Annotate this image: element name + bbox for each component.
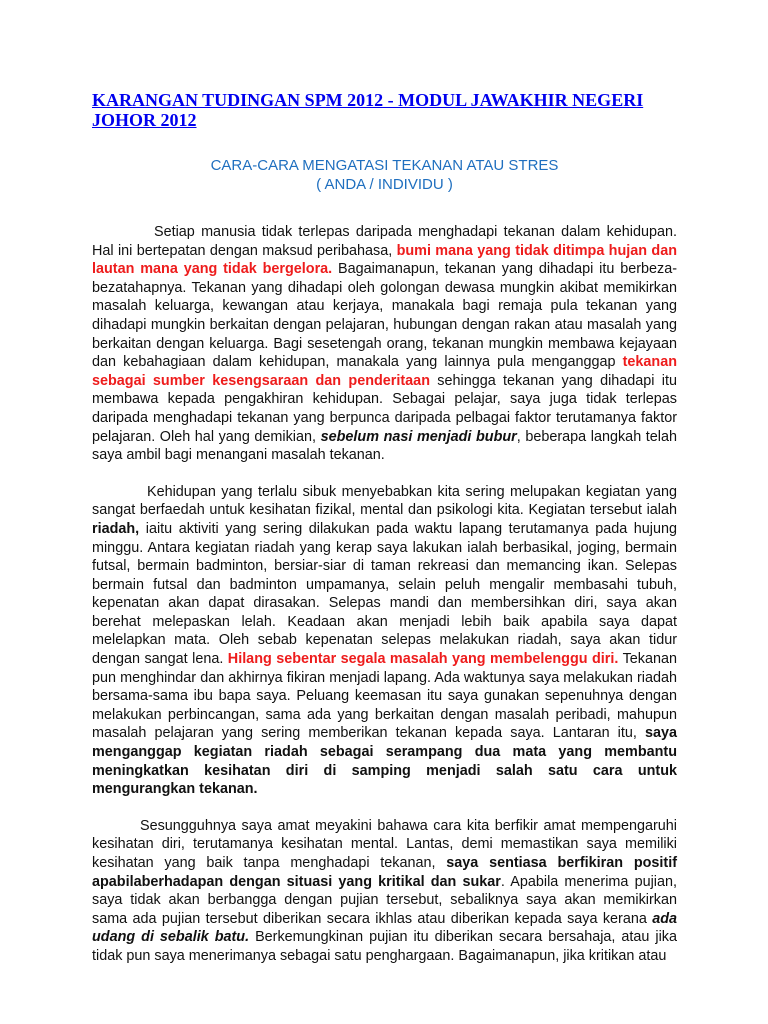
text-run: Kehidupan yang terlalu sibuk menyebabkan kita sering melupakan kegiatan yang sangat berfaedah untuk kesihatan fizikal, mental dan psikologi kita. Kegiatan tersebut ialah <box>92 483 677 519</box>
bold-conclusion: saya menganggap kegiatan riadah sebagai serampang dua mata yang membantu meningkatkan kesihatan diri di samping menjadi salah satu cara untuk mengurangkan tekanan. <box>92 725 677 798</box>
essay-subtitle <box>92 156 677 194</box>
subtitle-line-2: ( ANDA / INDIVIDU ) <box>316 176 453 193</box>
subtitle-line-1: CARA-CARA MENGATASI TEKANAN ATAU STRES <box>210 157 559 174</box>
text-run: . Apabila menerima pujian, saya tidak akan berbangga dengan pujian tersebut, sebaliknya saya akan memikirkan sama ada pujian tersebut diberikan secara ikhlas atau diberikan kepada saya kerana <box>92 873 677 927</box>
paragraph-1 <box>92 223 677 465</box>
highlight-phrase: tekanan sebagai sumber kesengsaraan dan penderitaan <box>92 354 677 389</box>
paragraph-3 <box>92 817 677 966</box>
text-run: Tekanan pun menghindar dan akhirnya fikiran menjadi lapang. Ada waktunya saya melakukan riadah bersama-sama ibu bapa saya. Peluang keemasan itu saya gunakan sepenuhnya dengan melakukan perbincangan, sama ada yang berkaitan dengan masalah peribadi, mahupun masalah pelajaran yang sering memberikan tekanan kepada saya. Lantaran itu, <box>92 651 677 742</box>
document-title[interactable]: KARANGAN TUDINGAN SPM 2012 - MODUL JAWAKHIR NEGERI JOHOR 2012 <box>92 90 644 130</box>
text-run: sehingga tekanan yang dihadapi itu membawa kepada pengakhiran kehidupan. Sebagai pelajar, saya juga tidak terlepas daripada menghadapi tekanan yang berpunca daripada pelbagai faktor terutamanya faktor pelajaran. Oleh hal yang demikian, <box>92 372 677 445</box>
document-page <box>92 90 677 966</box>
bold-main-point: saya sentiasa berfikiran positif apabilaberhadapan dengan situasi yang kritikal dan sukar <box>92 855 677 890</box>
emphasis-proverb: ada udang di sebalik batu. <box>92 910 677 946</box>
highlight-proverb: bumi mana yang tidak ditimpa hujan dan lautan mana yang tidak bergelora. <box>92 242 677 278</box>
text-run: iaitu aktiviti yang sering dilakukan pada waktu lapang terutamanya pada hujung minggu. Antara kegiatan riadah yang kerap saya lakukan ialah berbasikal, joging, bermain futsal, bermain badminton, bersiar-siar di taman rekreasi dan memancing ikan. Selepas bermain futsal dan badminton umpamanya, selain peluh mengalir membasahi tubuh, kepenatan akan dapat dirasakan. Selepas mandi dan membersihkan diri, saya akan berehat melepaskan lelah. Keadaan akan menjadi lebih baik apabila saya dapat melelapkan mata. Oleh sebab kepenatan selepas melakukan riadah, saya akan tidur dengan sangat lena. <box>92 520 677 668</box>
bold-keyword: riadah, <box>92 520 140 537</box>
text-run: Bagaimanapun, tekanan yang dihadapi itu berbeza-bezatahapnya. Tekanan yang dihadapi oleh golongan dewasa mungkin akibat memikirkan masalah keluarga, kewangan atau kerjaya, manakala bagi remaja pula tekanan yang dihadapi mungkin berkaitan dengan pelajaran, hubungan dengan rakan atau masalah yang berkaitan dengan keluarga. Bagi sesetengah orang, tekanan mungkin membawa kejayaan dan kebahagiaan dalam kehidupan, manakala yang lainnya pula menganggap <box>92 261 677 371</box>
emphasis-proverb: sebelum nasi menjadi bubur <box>320 428 517 445</box>
text-run: Berkemungkinan pujian itu diberikan secara bersahaja, atau jika tidak pun saya menerimanya sebagai satu penghargaan. Bagaimanapun, jika kritikan atau <box>92 929 677 964</box>
text-run: , beberapa langkah telah saya ambil bagi menangani masalah tekanan. <box>92 428 678 464</box>
paragraph-2 <box>92 483 677 799</box>
text-run: Setiap manusia tidak terlepas daripada menghadapi tekanan dalam kehidupan. Hal ini bertepatan dengan maksud peribahasa, <box>92 224 677 259</box>
highlight-phrase: Hilang sebentar segala masalah yang membelenggu diri. <box>227 651 619 668</box>
text-run: Sesungguhnya saya amat meyakini bahawa cara kita berfikir amat mempengaruhi kesihatan diri, terutamanya kesihatan mental. Lantas, demi memastikan saya memiliki kesihatan yang baik tanpa menghadapi tekanan, <box>92 817 677 871</box>
